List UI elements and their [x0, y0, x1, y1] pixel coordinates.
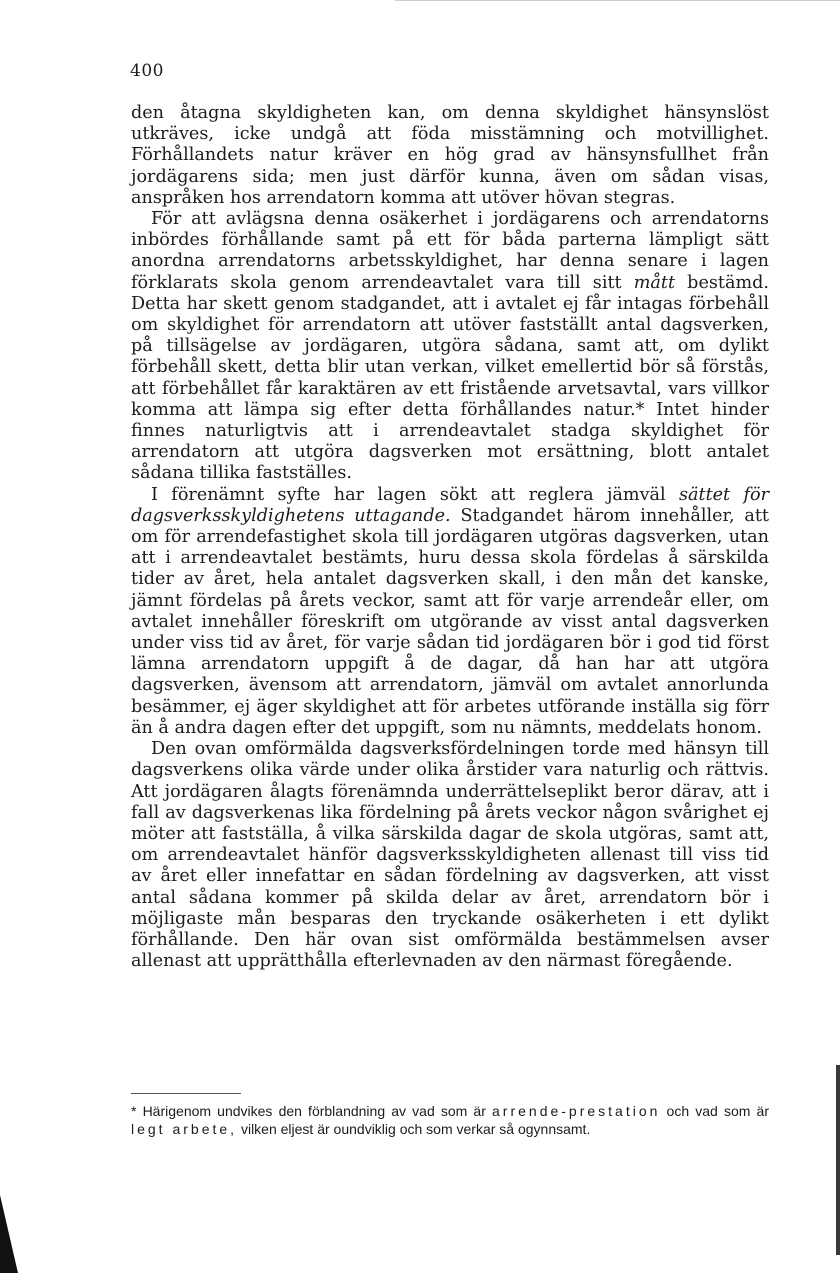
footnote-spaced-term: legt arbete, [131, 1121, 238, 1137]
text-segment: Den ovan omförmälda dagsverksfördelningen torde med hänsyn till dagsverkens olika värde under olika årstider vara naturlig och rättvis. Att jordägaren ålagts förenämnda underrättelseplikt beror därav, att i fall av dagsverkenas lika fördelning på årets veckor någon svårighet ej möter att fastställa, å vilka särskilda dagar de skola utgöras, samt att, om arrendeavtalet hänför dagsverksskyldigheten allenast till viss tid av året eller innefattar en sådan fördelning av dagsverken, att visst antal sådana kommer på skilda delar av året, arrendatorn bör i möjligaste mån besparas den tryckande osäkerheten i ett dylikt förhållande. Den här ovan sist omförmälda bestämmelsen avser allenast att upprätthålla efterlevnaden av den närmast föregående. [131, 739, 769, 972]
scan-corner-mark [0, 1195, 18, 1273]
text-segment: bestämd. Detta har skett genom stadgandet, att i avtalet ej får intagas förbehåll om skyldighet för arrendatorn att utöver fastställt antal dagsverken, på tillsägelse av jordägaren, utgöra sådana, samt att, om dylikt förbehåll skett, detta blir utan verkan, vilket emellertid bör så förstås, att förbehållet får karaktären av ett fristående arvetsavtal, vars villkor komma att lämpa sig efter detta förhållandes natur.* Intet hinder finnes naturligtvis att i arrendeavtalet stadga skyldighet för arrendatorn att utgöra dagsverken mot ersättning, blott antalet sådana tillika fastställes. [131, 272, 769, 484]
body-text [131, 103, 769, 972]
footnote-text: vilken eljest är oundviklig och som verkar så ogynnsamt. [237, 1121, 591, 1137]
footnote [131, 1102, 769, 1138]
footnote-text: och vad som är [660, 1103, 769, 1119]
text-segment: För att avlägsna denna osäkerhet i jordägarens och arrendatorns inbördes förhållande samt på ett för båda parterna lämpligt sätt anordna arrendatorns arbetsskyldighet, har denna senare i lagen förklarats skola genom arrendeavtalet vara till sitt [131, 209, 769, 293]
top-edge-rule [395, 0, 840, 1]
paragraph-3 [131, 485, 769, 739]
italic-term: sättet för dagsverksskyldighetens uttagande. [131, 484, 769, 526]
footnote-divider [131, 1093, 241, 1094]
footnote-spaced-term: arrende-prestation [492, 1103, 661, 1119]
page-number: 400 [130, 61, 164, 81]
text-segment: Stadgandet härom innehåller, att om för arrendefastighet skola till jordägaren utgöras dagsverken, utan att i arrendeavtalet bestämts, huru dessa skola fördelas å särskilda tider av året, hela antalet dagsverken skall, i den mån det kanske, jämnt fördelas på årets veckor, samt att för varje arrendeår eller, om avtalet innehåller föreskrift om utgörande av visst antal dagsverken under viss tid av året, för varje sådan tid jordägaren bör i god tid först lämna arrendatorn uppgift å de dagar, då han har att utgöra dagsverken, ävensom att arrendatorn, jämväl om avtalet annorlunda besämmer, ej äger skyldighet att för arbetes utförande inställa sig förr än å andra dagen efter det uppgift, som nu nämnts, meddelats honom. [131, 505, 770, 738]
text-segment: den åtagna skyldigheten kan, om denna skyldighet hänsynslöst utkräves, icke undgå att föda misstämning och motvillighet. Förhållandets natur kräver en hög grad av hänsynsfullhet från jordägarens sida; men just därför kunna, även om sådan visas, anspråken hos arrendatorn komma att utöver hövan stegras. [131, 103, 769, 208]
text-segment: I förenämnt syfte har lagen sökt att reglera jämväl [151, 484, 679, 505]
scan-edge-shadow [836, 1065, 840, 1255]
paragraph-1 [131, 103, 769, 209]
paragraph-4 [131, 739, 769, 972]
footnote-text: * Härigenom undvikes den förblandning av vad som är [131, 1103, 493, 1119]
paragraph-2 [131, 209, 769, 485]
italic-term: mått [633, 272, 676, 293]
